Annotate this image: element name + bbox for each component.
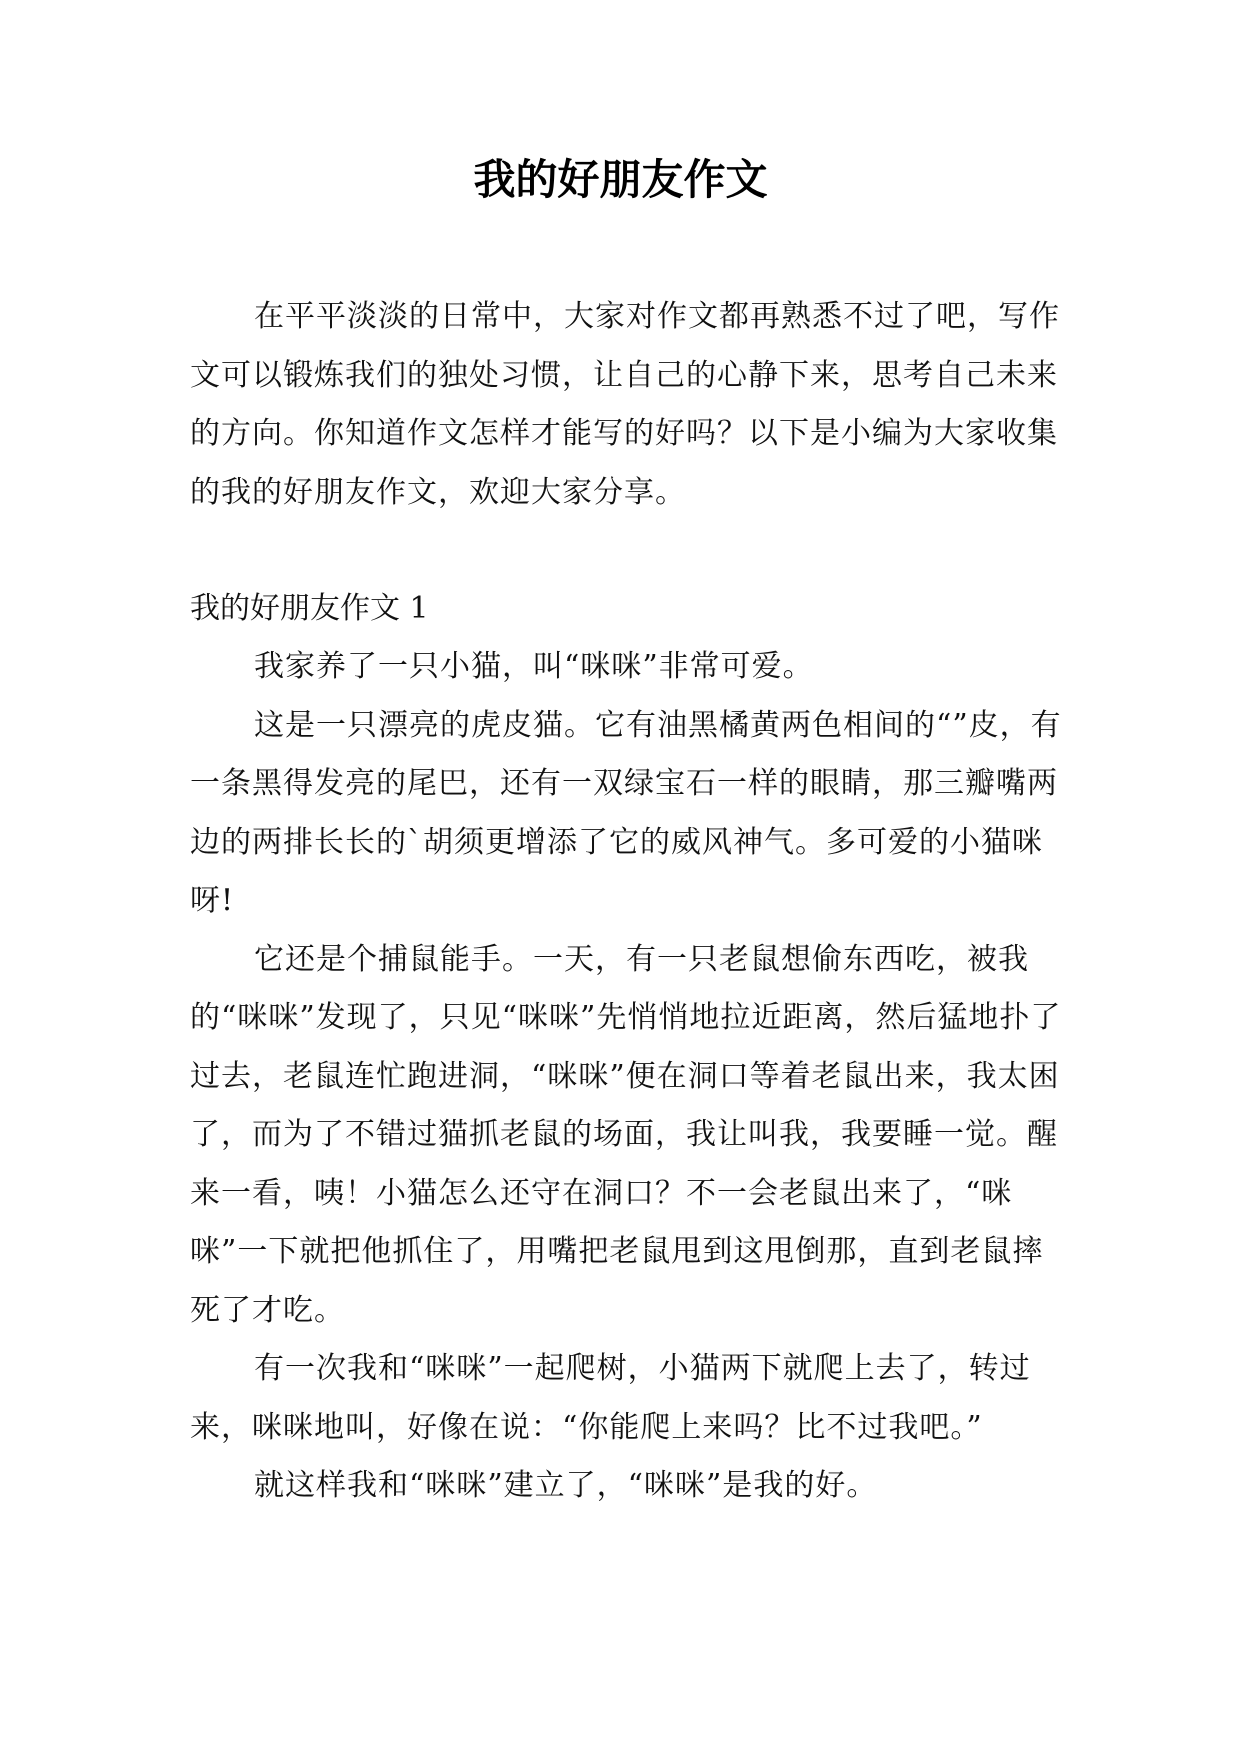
essay-paragraph-5: 就这样我和“咪咪”建立了，“咪咪”是我的好。 (254, 1468, 878, 1503)
essay-paragraph-3: 它还是个捕鼠能手。一天，有一只老鼠想偷东西吃，被我的“咪咪”发现了，只见“咪咪”先悄悄地拉近距离，然后猛地扑了过去，老鼠连忙跑进洞，“咪咪”便在洞口等着老鼠出来，我太困了，而为了不错过猫抓老鼠的场面，我让叫我，我要睡一觉。醒来一看，咦！小猫怎么还守在洞口？不一会老鼠出来了，“咪咪”一下就把他抓住了，用嘴把老鼠甩到这甩倒那，直到老鼠摔死了才吃。 (190, 941, 1062, 1328)
document-title: 我的好朋友作文 (473, 155, 768, 204)
essay-paragraph-2: 这是一只漂亮的虎皮猫。它有油黑橘黄两色相间的“”皮，有一条黑得发亮的尾巴，还有一双绿宝石一样的眼睛，那三瓣嘴两边的两排长长的`胡须更增添了它的威风神气。多可爱的小猫咪呀! (190, 707, 1062, 918)
intro-paragraph: 在平平淡淡的日常中，大家对作文都再熟悉不过了吧，写作文可以锻炼我们的独处习惯，让自己的心静下来，思考自己未来的方向。你知道作文怎样才能写的好吗？以下是小编为大家收集的我的好朋友作文，欢迎大家分享。 (190, 299, 1060, 510)
essay-paragraph-4: 有一次我和“咪咪”一起爬树，小猫两下就爬上去了，转过来，咪咪地叫，好像在说：“你能爬上来吗？比不过我吧。” (190, 1351, 1031, 1445)
section-heading: 我的好朋友作文 1 (190, 591, 429, 626)
essay-body (190, 638, 1070, 1516)
essay-paragraph-1: 我家养了一只小猫，叫“咪咪”非常可爱。 (254, 649, 814, 684)
